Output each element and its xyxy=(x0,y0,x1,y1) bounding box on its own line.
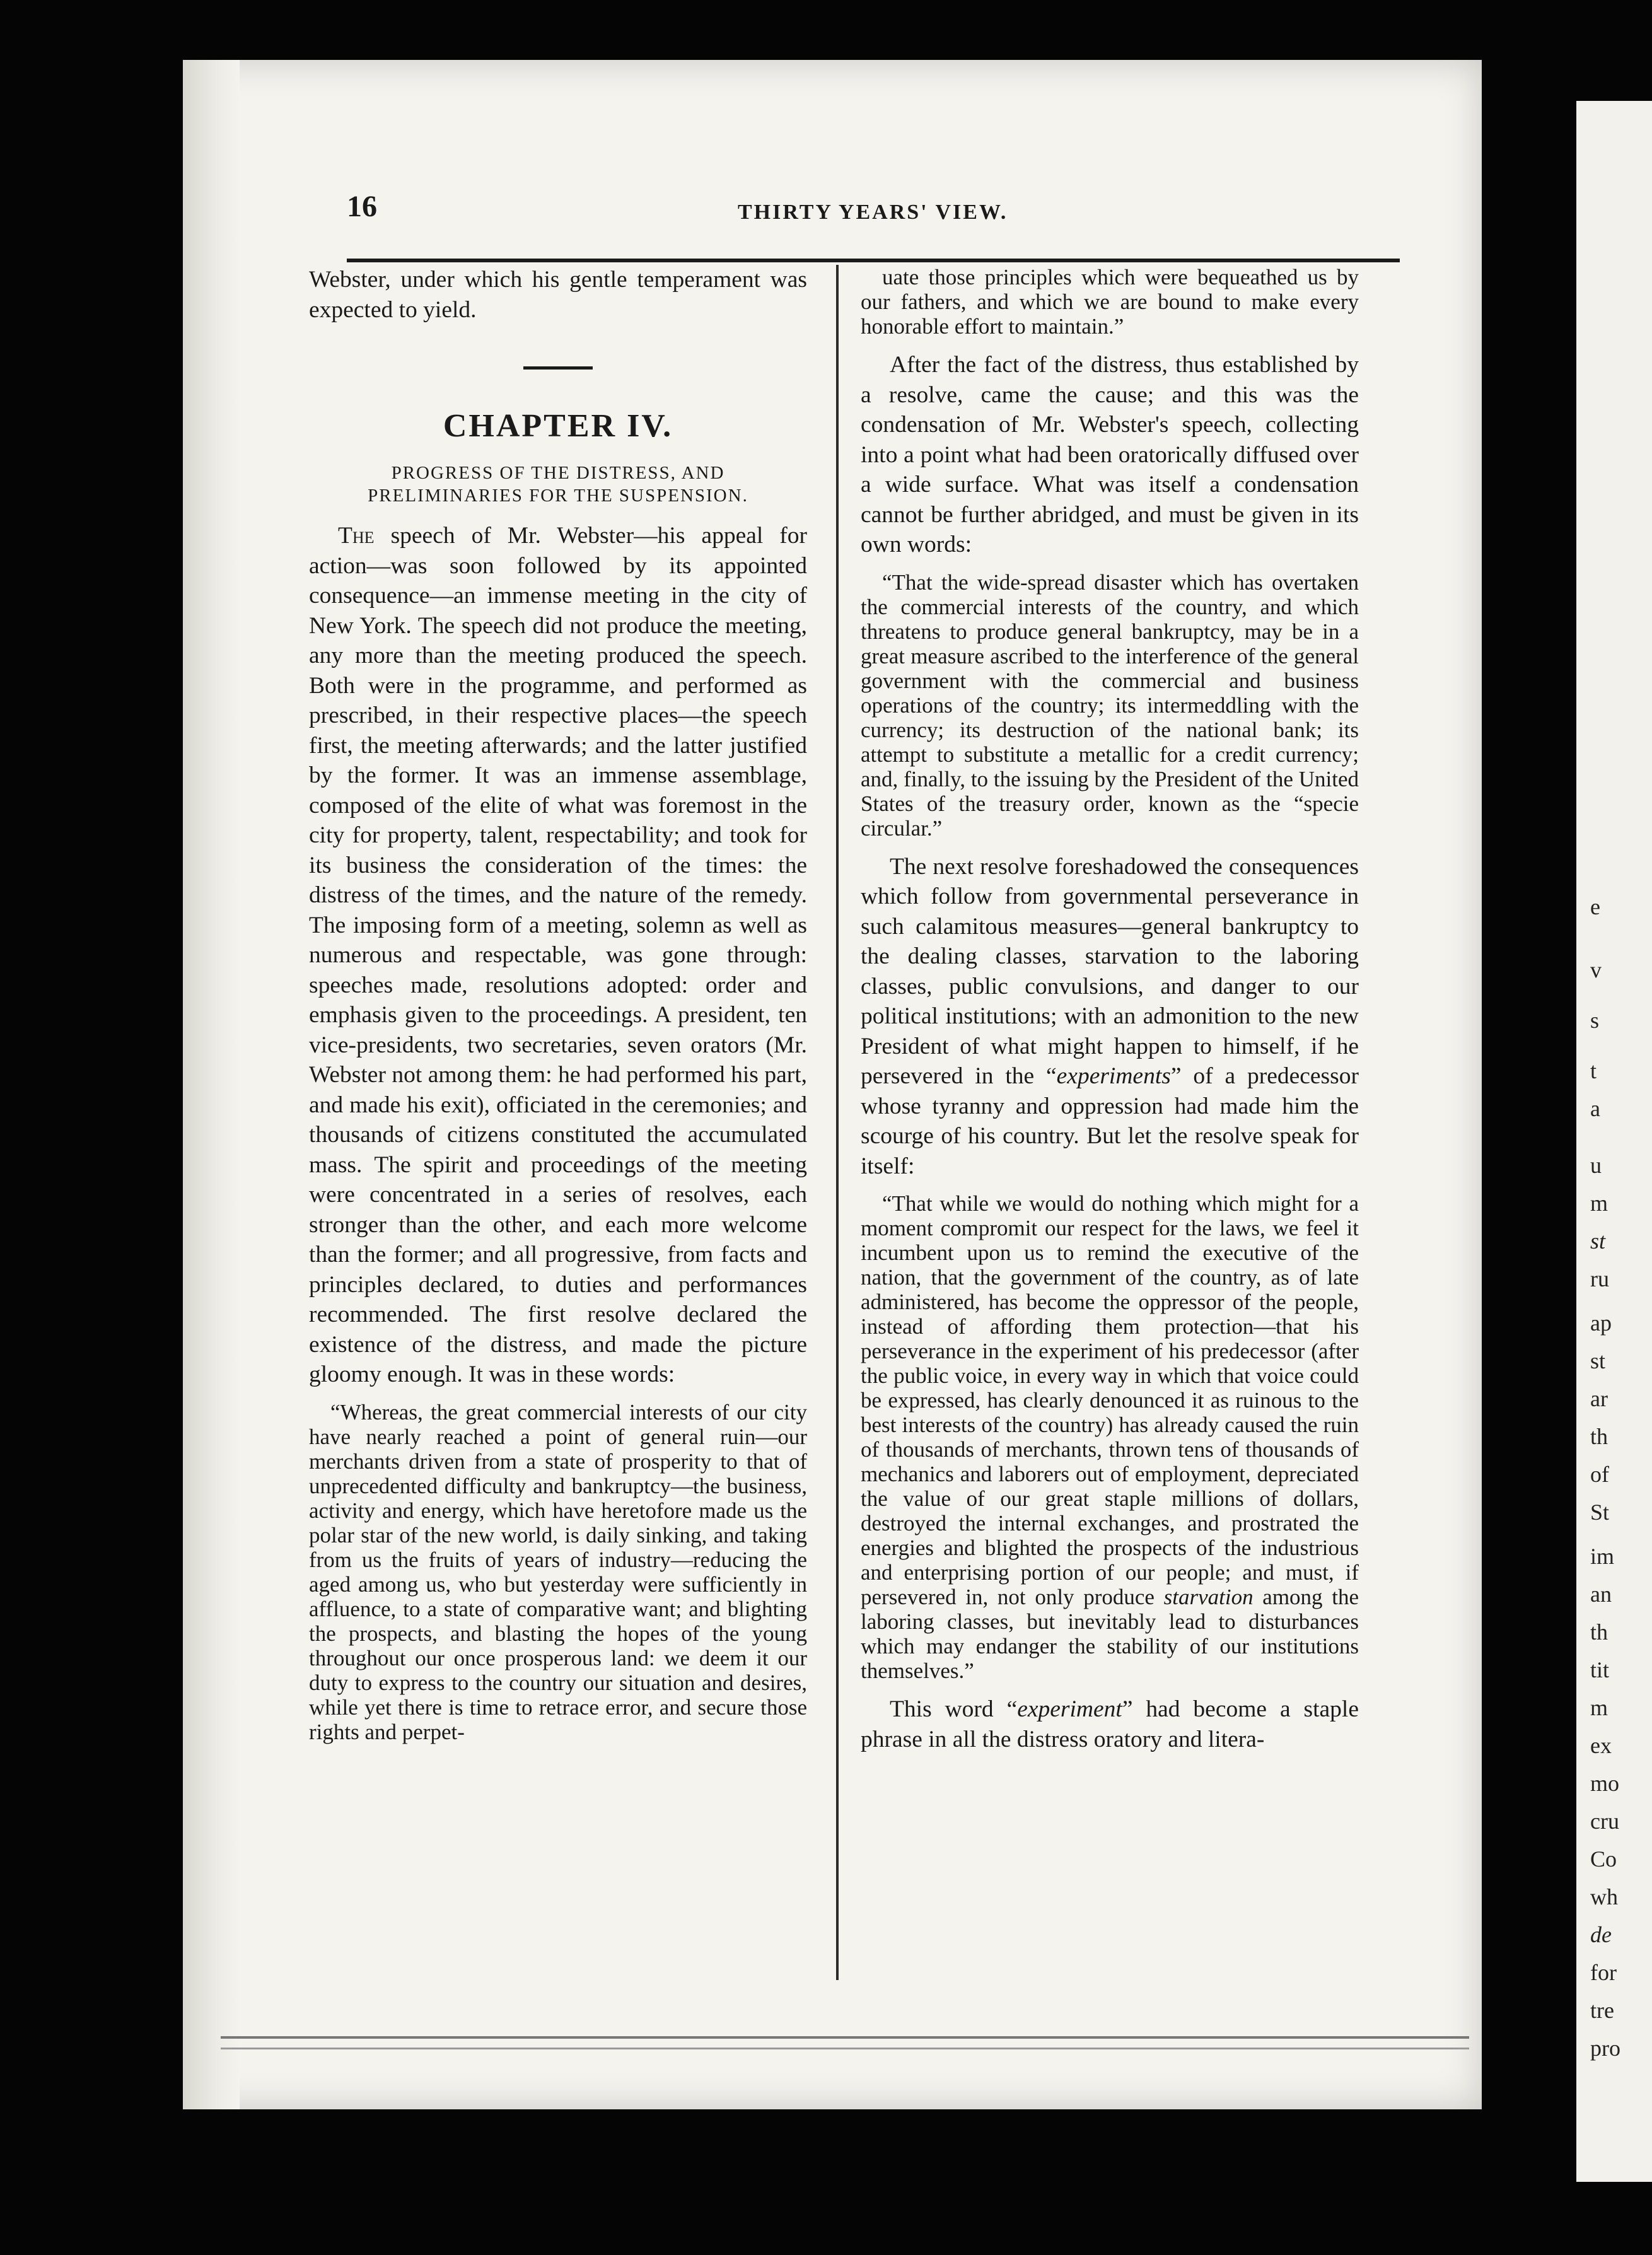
continuation-text: Webster, under which his gentle temperament was expected to yield. xyxy=(309,267,807,323)
column-rule xyxy=(836,265,839,1980)
facing-page-fragment: ru xyxy=(1590,1266,1609,1291)
facing-page-fragment: t xyxy=(1590,1058,1597,1083)
facing-page-fragment: wh xyxy=(1590,1884,1618,1909)
quote-text: “That while we would do nothing which might for a moment compromit our respect for the laws, we feel it incumbent upon us to remind the executive of the nation, that the government of the country, as of late administered, has become the oppressor of the people, instead of affording them protection—that his perseverance in the experiment of his predecessor (after the public voice, in every way in which that voice could be expressed, has clearly denounced it as ruinous to the best interests of the country) has already caused the ruin of thousands of merchants, thrown tens of thousands of mechanics and laborers out of employment, depreciated the value of our great staple millions of dollars, destroyed the internal exchanges, and prostrated the energies and blighted the prospects of the industrious and enterprising portion of our people; and must, if persevered in, not only produce xyxy=(861,1191,1359,1609)
facing-page-fragment: s xyxy=(1590,1008,1600,1033)
chapter-divider xyxy=(523,366,593,370)
paragraph-text: ” had become a staple phrase in all the distress oratory and litera- xyxy=(861,1696,1359,1752)
paragraph: After the fact of the distress, thus established by a resolve, came the cause; and this was the condensation of Mr. Webster's speech, collecting into a point what had been oratorically diffused over a wide surface. What was itself a condensation cannot be further abridged, and must be given in its own words: xyxy=(861,352,1359,557)
block-quote-continuation: uate those principles which were bequeathed us by our fathers, and which we are bound to make every honorable effort to maintain.” xyxy=(861,265,1359,339)
facing-page-fragment: St xyxy=(1590,1500,1610,1525)
facing-page-fragment: cru xyxy=(1590,1809,1619,1834)
italic-text: starvation xyxy=(1163,1585,1254,1609)
facing-page-fragment: v xyxy=(1590,957,1602,982)
facing-page-fragment: m xyxy=(1590,1695,1608,1720)
chapter-subtitle: PROGRESS OF THE DISTRESS, AND PRELIMINARIES FOR THE SUSPENSION. xyxy=(368,463,748,506)
paragraph-text: ” of a predecessor whose tyranny and oppression had made him the scourge of his country. But let the resolve speak for itself: xyxy=(861,1063,1359,1179)
facing-page-fragment: th xyxy=(1590,1424,1608,1449)
italic-text: experiments xyxy=(1056,1063,1171,1089)
paragraph-text: This word “ xyxy=(890,1696,1018,1722)
drop-word: The xyxy=(338,523,375,549)
facing-page-fragment: an xyxy=(1590,1582,1612,1607)
italic-text: experiment xyxy=(1017,1696,1122,1722)
page-number: 16 xyxy=(347,190,377,223)
facing-page-fragment: de xyxy=(1590,1922,1612,1947)
paragraph xyxy=(861,852,1359,1182)
left-column xyxy=(309,265,807,1756)
facing-page-fragment: th xyxy=(1590,1619,1608,1645)
page-bottom-edge xyxy=(221,2036,1469,2049)
facing-page-fragment: pro xyxy=(1590,2036,1620,2061)
facing-page-fragment: st xyxy=(1590,1228,1606,1254)
facing-page-fragment: tre xyxy=(1590,1998,1614,2023)
page-gutter-shadow xyxy=(183,60,240,2109)
block-quote xyxy=(861,1191,1359,1683)
facing-page-fragment: u xyxy=(1590,1153,1602,1178)
facing-page-fragment: tit xyxy=(1590,1657,1610,1682)
facing-page-edge xyxy=(1576,101,1652,2182)
header-rule xyxy=(347,259,1400,262)
facing-page-fragment: e xyxy=(1590,894,1600,919)
facing-page-fragment: of xyxy=(1590,1462,1609,1487)
chapter-title: CHAPTER IV. xyxy=(443,408,673,444)
block-quote: “That the wide-spread disaster which has overtaken the commercial interests of the country, and which threatens to produce general bankruptcy, may be in a great measure ascribed to the interference of the general government with the commercial and business operations of the country; its intermeddling with the currency; its destruction of the national bank; its attempt to substitute a metallic for a credit currency; and, finally, to the issuing by the President of the United States of the treasury order, known as the “specie circular.” xyxy=(861,569,1359,841)
facing-page-fragment: ar xyxy=(1590,1386,1608,1411)
facing-page-fragment: st xyxy=(1590,1348,1606,1373)
running-head: THIRTY YEARS' VIEW. xyxy=(738,201,1008,224)
block-quote: “Whereas, the great commercial interests of our city have nearly reached a point of general ruin—our merchants driven from a state of prosperity to that of unprecedented difficulty and bankruptcy—the business, activity and energy, which have heretofore made us the polar star of the new world, is daily sinking, and taking from us the fruits of years of industry—reducing the aged among us, who but yesterday were sufficiently in affluence, to a state of comparative want; and blighting the prospects, and blasting the hopes of the young throughout our once prosperous land: we deem it our duty to express to the country our situation and desires, while yet there is time to retrace error, and secure those rights and perpet- xyxy=(309,1399,807,1744)
paragraph xyxy=(309,521,807,1390)
quote-text: among the laboring classes, but inevitably lead to disturbances which may endanger the stability of our institutions themselves.” xyxy=(861,1585,1359,1683)
facing-page-fragment: for xyxy=(1590,1960,1617,1985)
facing-page-fragment: mo xyxy=(1590,1771,1620,1796)
facing-page-fragment: im xyxy=(1590,1544,1615,1569)
facing-page-fragment: a xyxy=(1590,1096,1600,1121)
paragraph xyxy=(861,1694,1359,1754)
facing-page-fragment: m xyxy=(1590,1191,1608,1216)
facing-page-fragment: ex xyxy=(1590,1733,1612,1758)
page-header xyxy=(347,189,1400,233)
paragraph-text: speech of Mr. Webster—his appeal for action—was soon followed by its appointed consequence—an immense meeting in the city of New York. The speech did not produce the meeting, any more than the meeting produced the speech. Both were in the programme, and performed as prescribed, in their respective places—the speech first, the meeting afterwards; and the latter justified by the former. It was an immense assemblage, composed of the elite of what was foremost in the city for property, talent, respectability; and took for its business the consideration of the times: the distress of the times, and the nature of the remedy. The imposing form of a meeting, solemn as well as numerous and respectable, was gone through: speeches made, resolutions adopted: order and emphasis given to the proceedings. A president, ten vice-presidents, two secretaries, seven orators (Mr. Webster not among them: he had performed his part, and made his exit), officiated in the ceremonies; and thousands of citizens constituted the accumulated mass. The spirit and proceedings of the meeting were concentrated in a series of resolves, each stronger than the other, and each more welcome than the former; and all progressive, from facts and principles declared, to duties and performances recommended. The first resolve declared the existence of the distress, and made the picture gloomy enough. It was in these words: xyxy=(309,523,807,1387)
facing-page-fragment: Co xyxy=(1590,1846,1617,1872)
right-column xyxy=(861,265,1359,1754)
facing-page-fragment: ap xyxy=(1590,1310,1612,1336)
paragraph-text: The next resolve foreshadowed the consequences which follow from governmental perseverance in such calamitous measures—general bankruptcy to the dealing classes, starvation to the laboring classes, public convulsions, and danger to our political institutions; with an admonition to the new President of what might happen to himself, if he persevered in the “ xyxy=(861,853,1359,1089)
